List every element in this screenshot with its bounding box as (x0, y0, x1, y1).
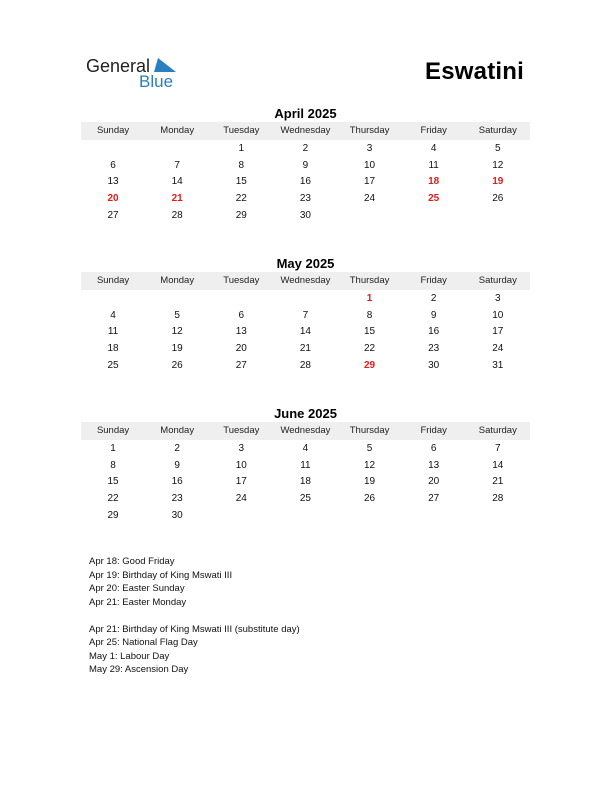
day-cell: 7 (495, 443, 501, 454)
empty-day-cell (209, 508, 273, 525)
day-cell: 2 (430, 293, 437, 304)
country-title: Eswatini (425, 58, 524, 85)
day-cell: 10 (364, 159, 376, 171)
day-cell: 1 (238, 143, 245, 154)
weekday-label: Monday (160, 275, 195, 286)
day-cell: 18 (428, 176, 440, 188)
day-cell: 22 (235, 193, 247, 205)
day-cell: 29 (107, 509, 119, 521)
weekday-label: Tuesday (223, 125, 260, 136)
weekday-label: Friday (420, 125, 447, 136)
holiday-entry: Apr 19: Birthday of King Mswati III (89, 569, 233, 581)
day-cell: 19 (492, 176, 504, 188)
day-cell: 5 (366, 443, 373, 454)
day-cell: 12 (492, 159, 504, 171)
week-row (81, 474, 530, 491)
day-cell: 26 (492, 193, 504, 205)
day-cell: 5 (495, 143, 501, 154)
day-cell: 28 (171, 209, 183, 221)
day-cell: 20 (235, 343, 247, 355)
week-row (81, 491, 530, 508)
logo-text-general: General (86, 56, 151, 76)
month-title: June 2025 (274, 406, 337, 421)
day-cell: 18 (107, 343, 119, 355)
empty-day-cell (81, 141, 145, 158)
weekday-label: Saturday (478, 125, 517, 136)
week-row (81, 458, 530, 475)
week-row (81, 358, 530, 375)
day-cell: 21 (492, 476, 504, 488)
day-cell: 24 (492, 343, 504, 355)
weekday-label: Sunday (96, 425, 130, 436)
weekday-label: Thursday (349, 125, 390, 136)
day-cell: 8 (366, 309, 373, 321)
day-cell: 17 (235, 476, 247, 488)
holiday-entry: Apr 25: National Flag Day (89, 637, 198, 648)
day-cell: 3 (366, 143, 373, 154)
week-row (81, 441, 530, 458)
day-cell: 22 (107, 493, 119, 505)
day-cell: 25 (428, 193, 440, 205)
week-row (81, 158, 530, 175)
day-cell: 28 (492, 493, 504, 505)
weekday-label: Wednesday (280, 125, 331, 136)
month-title: April 2025 (274, 106, 337, 121)
day-cell: 15 (107, 476, 119, 488)
week-row (81, 324, 530, 341)
day-cell: 6 (110, 159, 116, 171)
day-cell: 23 (171, 493, 183, 505)
empty-day-cell (273, 291, 337, 308)
day-cell: 30 (428, 359, 440, 371)
day-cell: 7 (302, 309, 309, 321)
weekday-label: Monday (160, 125, 195, 136)
holiday-entry: Apr 21: Birthday of King Mswati III (substitute day) (89, 623, 300, 635)
day-cell: 20 (428, 476, 440, 488)
day-cell: 17 (492, 326, 504, 338)
weekday-header (81, 272, 530, 290)
weekday-label: Wednesday (280, 425, 331, 436)
week-row (81, 291, 530, 308)
day-cell: 9 (430, 309, 437, 321)
day-cell: 11 (300, 459, 311, 471)
empty-day-cell (145, 291, 209, 308)
day-cell: 1 (366, 293, 373, 304)
week-row (81, 174, 530, 191)
day-cell: 14 (299, 326, 311, 338)
weekday-label: Saturday (478, 425, 517, 436)
day-cell: 11 (107, 326, 119, 338)
day-cell: 26 (171, 359, 183, 371)
day-cell: 10 (235, 459, 247, 471)
holiday-entry: Apr 21: Easter Monday (89, 596, 187, 608)
day-cell: 20 (107, 193, 119, 205)
day-cell: 19 (364, 476, 376, 488)
day-cell: 18 (299, 476, 311, 488)
day-cell: 17 (364, 176, 376, 188)
day-cell: 21 (171, 193, 183, 205)
day-cell: 14 (171, 176, 183, 188)
day-cell: 23 (299, 193, 311, 205)
holiday-entry: May 29: Ascension Day (89, 664, 189, 675)
weekday-header (81, 122, 530, 140)
empty-day-cell (338, 508, 402, 525)
day-cell: 25 (107, 359, 119, 371)
week-row (81, 208, 530, 225)
day-cell: 25 (299, 493, 311, 505)
day-cell: 3 (495, 293, 501, 304)
empty-day-cell (338, 208, 402, 225)
month-block (81, 406, 530, 524)
day-cell: 12 (364, 459, 376, 471)
day-cell: 26 (364, 493, 376, 505)
day-cell: 11 (428, 159, 439, 171)
empty-day-cell (466, 208, 530, 225)
day-cell: 4 (430, 143, 437, 154)
day-cell: 29 (235, 209, 247, 221)
day-cell: 16 (299, 176, 311, 188)
day-cell: 28 (299, 359, 311, 371)
day-cell: 4 (302, 443, 309, 454)
empty-day-cell (402, 508, 466, 525)
day-cell: 7 (174, 159, 180, 171)
day-cell: 8 (238, 159, 245, 171)
weekday-label: Sunday (96, 275, 130, 286)
empty-day-cell (466, 508, 530, 525)
day-cell: 6 (238, 309, 245, 321)
holiday-entry: Apr 20: Easter Sunday (89, 583, 185, 594)
day-cell: 13 (235, 326, 247, 338)
weekday-label: Friday (420, 275, 447, 286)
week-row (81, 341, 530, 358)
holiday-entry: May 1: Labour Day (89, 650, 170, 662)
day-cell: 9 (174, 459, 180, 471)
empty-day-cell (402, 208, 466, 225)
weekday-label: Tuesday (223, 425, 260, 436)
day-cell: 2 (302, 143, 309, 154)
day-cell: 23 (428, 343, 440, 355)
day-cell: 12 (171, 326, 183, 338)
week-row (81, 508, 530, 525)
weekday-label: Friday (420, 425, 447, 436)
day-cell: 13 (107, 176, 119, 188)
day-cell: 2 (174, 443, 180, 454)
day-cell: 16 (171, 476, 183, 488)
day-cell: 30 (299, 209, 311, 221)
day-cell: 1 (110, 443, 116, 454)
day-cell: 3 (238, 443, 245, 454)
weekday-label: Thursday (349, 425, 390, 436)
month-block (81, 256, 530, 374)
day-cell: 31 (492, 359, 504, 371)
week-row (81, 141, 530, 158)
weekday-label: Wednesday (280, 275, 331, 286)
day-cell: 6 (430, 443, 437, 454)
weekday-label: Thursday (349, 275, 390, 286)
day-cell: 15 (364, 326, 376, 338)
logo-text-blue: Blue (139, 72, 174, 91)
week-row (81, 308, 530, 325)
month-block (81, 106, 530, 224)
day-cell: 8 (110, 459, 116, 471)
weekday-label: Saturday (478, 275, 517, 286)
empty-day-cell (81, 291, 145, 308)
holiday-list (89, 555, 300, 677)
holiday-list-gap (89, 609, 300, 623)
day-cell: 15 (235, 176, 247, 188)
day-cell: 24 (235, 493, 247, 505)
day-cell: 4 (110, 309, 116, 321)
empty-day-cell (145, 141, 209, 158)
weekday-label: Sunday (96, 125, 130, 136)
month-title: May 2025 (276, 256, 335, 271)
day-cell: 29 (364, 359, 376, 371)
day-cell: 30 (171, 509, 183, 521)
day-cell: 14 (492, 459, 504, 471)
empty-day-cell (273, 508, 337, 525)
day-cell: 10 (492, 309, 504, 321)
day-cell: 27 (428, 493, 440, 505)
day-cell: 27 (235, 359, 247, 371)
day-cell: 27 (107, 209, 119, 221)
day-cell: 16 (428, 326, 440, 338)
day-cell: 22 (364, 343, 376, 355)
empty-day-cell (209, 291, 273, 308)
weekday-label: Monday (160, 425, 195, 436)
logo (86, 56, 186, 92)
day-cell: 24 (364, 193, 376, 205)
holiday-entry: Apr 18: Good Friday (89, 556, 175, 567)
weekday-header (81, 422, 530, 440)
day-cell: 9 (302, 159, 309, 171)
day-cell: 21 (299, 343, 311, 355)
day-cell: 13 (428, 459, 440, 471)
weekday-label: Tuesday (223, 275, 260, 286)
day-cell: 5 (174, 309, 180, 321)
day-cell: 19 (171, 343, 183, 355)
week-row (81, 191, 530, 208)
